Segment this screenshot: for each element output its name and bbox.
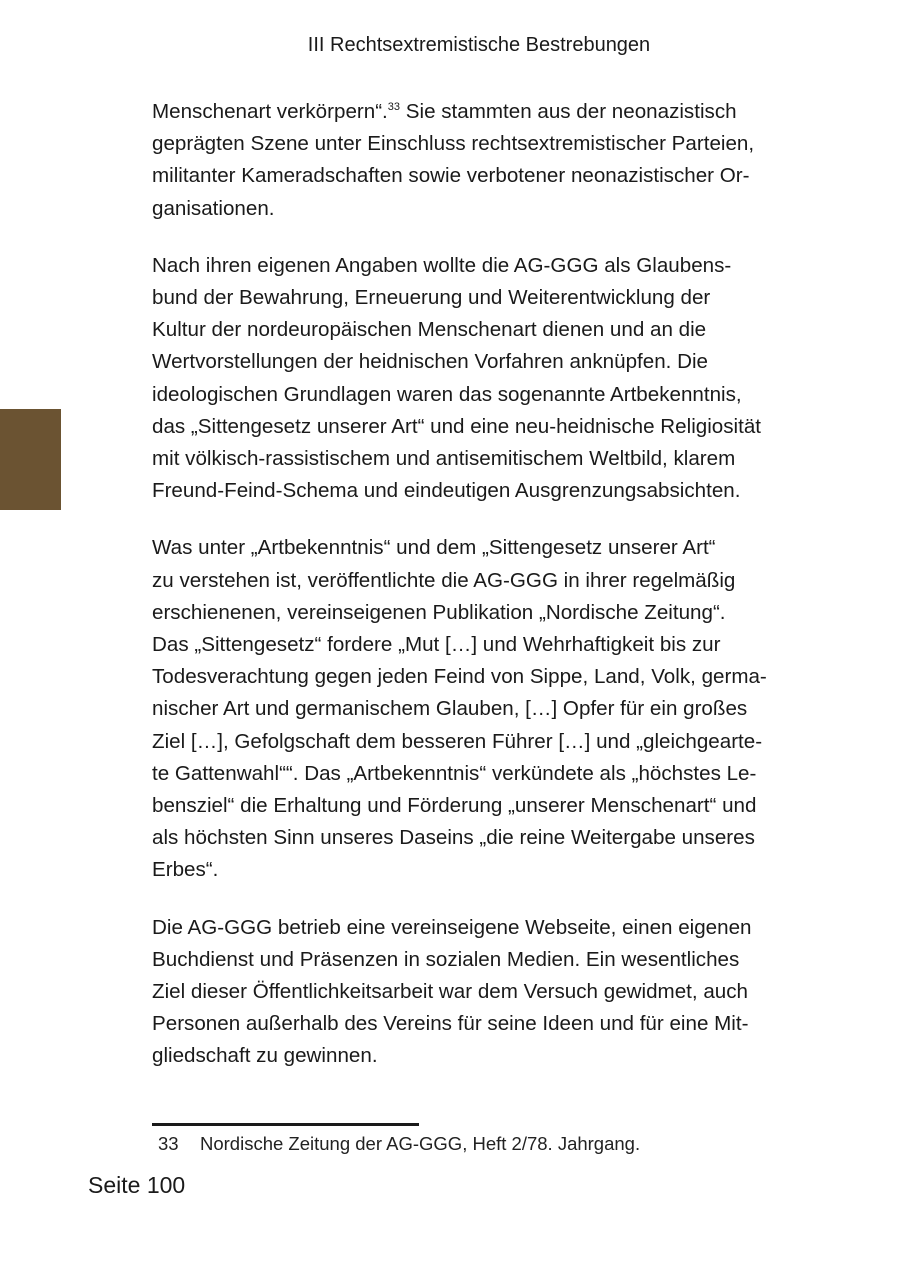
- text-line: te Gattenwahl““. Das „Artbekenntnis“ verkündete als „höchstes Le-: [152, 761, 757, 785]
- text-line: [152, 96, 812, 128]
- text-line: gliedschaft zu gewinnen.: [152, 1044, 378, 1068]
- text-line: Personen außerhalb des Vereins für seine Ideen und für eine Mit-: [152, 1012, 749, 1036]
- page-number: Seite 100: [88, 1172, 186, 1198]
- paragraph: [152, 912, 812, 1073]
- paragraph: [152, 532, 812, 886]
- text-line: Kultur der nordeuropäischen Menschenart dienen und an die: [152, 318, 707, 342]
- text-line: Ziel dieser Öffentlichkeitsarbeit war dem Versuch gewidmet, auch: [152, 980, 748, 1004]
- text-line: Was unter „Artbekenntnis“ und dem „Sittengesetz unserer Art“: [152, 536, 716, 560]
- text-line: Wertvorstellungen der heidnischen Vorfahren anknüpfen. Die: [152, 350, 709, 374]
- text-segment: Menschenart verkörpern“.: [152, 100, 388, 123]
- text-line: Nach ihren eigenen Angaben wollte die AG-GGG als Glaubens-: [152, 253, 732, 277]
- footnote-rule: [152, 1123, 419, 1126]
- text-line: ideologischen Grundlagen waren das sogenannte Artbekenntnis,: [152, 382, 742, 406]
- text-segment: Sie stammten aus der neonazistisch: [400, 100, 737, 123]
- text-line: Todesverachtung gegen jeden Feind von Sippe, Land, Volk, germa-: [152, 665, 767, 689]
- text-line: bensziel“ die Erhaltung und Förderung „unserer Menschenart“ und: [152, 794, 757, 818]
- text-line: Das „Sittengesetz“ fordere „Mut […] und Wehrhaftigkeit bis zur: [152, 633, 721, 657]
- text-line: zu verstehen ist, veröffentlichte die AG-GGG in ihrer regelmäßig: [152, 568, 736, 592]
- footnote: [158, 1133, 640, 1155]
- text-line: Buchdienst und Präsenzen in sozialen Medien. Ein wesentliches: [152, 947, 740, 971]
- text-line: nischer Art und germanischem Glauben, […] Opfer für ein großes: [152, 697, 748, 721]
- paragraph: [152, 96, 812, 225]
- paragraph: [152, 250, 812, 508]
- text-line: erschienenen, vereinseigenen Publikation „Nordische Zeitung“.: [152, 600, 726, 624]
- text-line: Ziel […], Gefolgschaft dem besseren Führer […] und „gleichgearte-: [152, 729, 763, 753]
- body-text: [152, 96, 812, 1098]
- text-line: geprägten Szene unter Einschluss rechtsextremistischer Parteien,: [152, 132, 755, 156]
- footnote-number: 33: [158, 1133, 179, 1154]
- text-line: ganisationen.: [152, 196, 275, 220]
- running-head: III Rechtsextremistische Bestrebungen: [307, 34, 651, 56]
- text-line: als höchsten Sinn unseres Daseins „die reine Weitergabe unseres: [152, 826, 755, 850]
- text-line: bund der Bewahrung, Erneuerung und Weiterentwicklung der: [152, 286, 711, 310]
- text-line: Freund-Feind-Schema und eindeutigen Ausgrenzungsabsichten.: [152, 479, 741, 503]
- text-line: das „Sittengesetz unserer Art“ und eine neu-heidnische Religiosität: [152, 414, 762, 438]
- text-line: Erbes“.: [152, 858, 219, 882]
- text-line: Die AG-GGG betrieb eine vereinseigene Webseite, einen eigenen: [152, 915, 752, 939]
- text-line: militanter Kameradschaften sowie verbotener neonazistischer Or-: [152, 164, 750, 188]
- footnote-text: Nordische Zeitung der AG-GGG, Heft 2/78. Jahrgang.: [200, 1133, 641, 1154]
- footnote-reference: 33: [387, 101, 401, 113]
- chapter-tab-marker: [0, 409, 61, 510]
- text-line: mit völkisch-rassistischem und antisemitischem Weltbild, klarem: [152, 447, 736, 471]
